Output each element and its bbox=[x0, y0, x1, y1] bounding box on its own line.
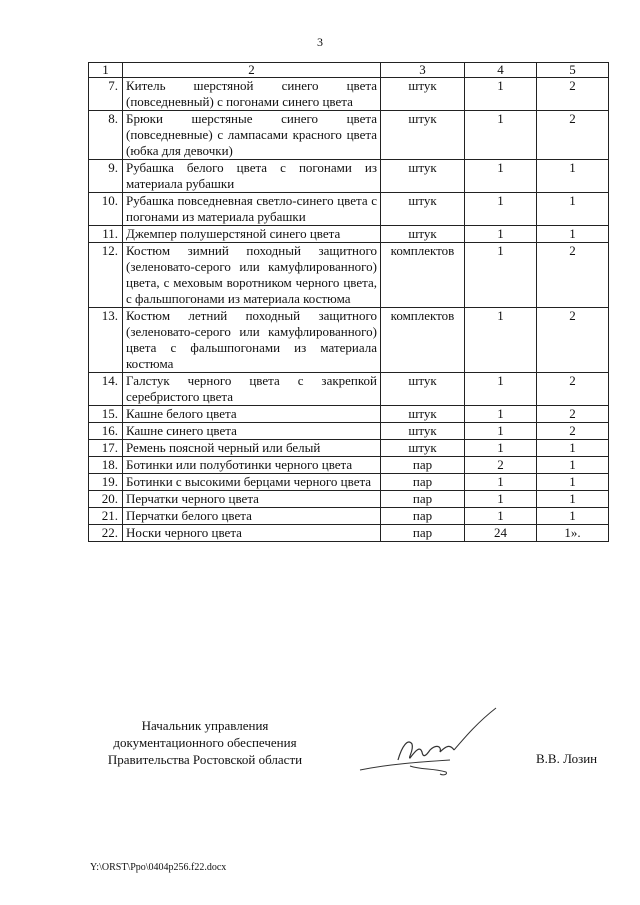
table-row bbox=[89, 193, 609, 226]
signature-title bbox=[95, 717, 315, 768]
wear-period: 2 bbox=[537, 78, 609, 111]
row-number: 7. bbox=[89, 78, 123, 111]
quantity: 1 bbox=[465, 508, 537, 525]
quantity: 1 bbox=[465, 193, 537, 226]
wear-period: 1 bbox=[537, 226, 609, 243]
unit: штук bbox=[381, 226, 465, 243]
unit: пар bbox=[381, 457, 465, 474]
quantity: 1 bbox=[465, 423, 537, 440]
item-name: Ботинки или полуботинки черного цвета bbox=[123, 457, 381, 474]
page-number: 3 bbox=[317, 35, 323, 49]
quantity: 1 bbox=[465, 111, 537, 160]
wear-period: 2 bbox=[537, 308, 609, 373]
row-number: 19. bbox=[89, 474, 123, 491]
item-name: Галстук черного цвета с закрепкой серебристого цвета bbox=[123, 373, 381, 406]
table-row bbox=[89, 525, 609, 542]
wear-period: 1 bbox=[537, 457, 609, 474]
handwritten-signature bbox=[350, 700, 510, 780]
item-name: Перчатки черного цвета bbox=[123, 491, 381, 508]
table-header-row bbox=[89, 63, 609, 78]
item-name: Костюм зимний походный защитного (зеленовато-серого или камуфлированного) цвета, с меховым воротником черного цвета, с фальшпогонами из материала костюма bbox=[123, 243, 381, 308]
item-name: Кашне синего цвета bbox=[123, 423, 381, 440]
row-number: 10. bbox=[89, 193, 123, 226]
quantity: 24 bbox=[465, 525, 537, 542]
quantity: 2 bbox=[465, 457, 537, 474]
wear-period: 1». bbox=[537, 525, 609, 542]
item-name: Ботинки с высокими берцами черного цвета bbox=[123, 474, 381, 491]
unit: пар bbox=[381, 508, 465, 525]
unit: штук bbox=[381, 111, 465, 160]
unit: штук bbox=[381, 78, 465, 111]
item-name: Джемпер полушерстяной синего цвета bbox=[123, 226, 381, 243]
wear-period: 1 bbox=[537, 160, 609, 193]
wear-period: 1 bbox=[537, 491, 609, 508]
unit: пар bbox=[381, 491, 465, 508]
signature-title-line: документационного обеспечения bbox=[113, 735, 297, 750]
row-number: 14. bbox=[89, 373, 123, 406]
quantity: 1 bbox=[465, 78, 537, 111]
row-number: 12. bbox=[89, 243, 123, 308]
row-number: 13. bbox=[89, 308, 123, 373]
quantity: 1 bbox=[465, 160, 537, 193]
item-name: Костюм летний походный защитного (зеленовато-серого или камуфлированного) цвета с фальшпогонами из материала костюма bbox=[123, 308, 381, 373]
unit: пар bbox=[381, 474, 465, 491]
wear-period: 1 bbox=[537, 508, 609, 525]
table-row bbox=[89, 373, 609, 406]
wear-period: 1 bbox=[537, 440, 609, 457]
item-name: Брюки шерстяные синего цвета (повседневные) с лампасами красного цвета (юбка для девочки) bbox=[123, 111, 381, 160]
quantity: 1 bbox=[465, 406, 537, 423]
unit: штук bbox=[381, 423, 465, 440]
header-cell: 5 bbox=[537, 63, 609, 78]
signature-title-line: Начальник управления bbox=[141, 718, 269, 733]
row-number: 8. bbox=[89, 111, 123, 160]
table-row bbox=[89, 308, 609, 373]
signatory-name: В.В. Лозин bbox=[536, 751, 598, 766]
table-row bbox=[89, 440, 609, 457]
row-number: 18. bbox=[89, 457, 123, 474]
unit: комплектов bbox=[381, 243, 465, 308]
item-name: Рубашка белого цвета с погонами из материала рубашки bbox=[123, 160, 381, 193]
table-row bbox=[89, 160, 609, 193]
header-cell: 1 bbox=[89, 63, 123, 78]
row-number: 17. bbox=[89, 440, 123, 457]
row-number: 22. bbox=[89, 525, 123, 542]
unit: штук bbox=[381, 193, 465, 226]
row-number: 21. bbox=[89, 508, 123, 525]
table-row bbox=[89, 474, 609, 491]
wear-period: 2 bbox=[537, 423, 609, 440]
quantity: 1 bbox=[465, 440, 537, 457]
table-row bbox=[89, 226, 609, 243]
item-name: Ремень поясной черный или белый bbox=[123, 440, 381, 457]
header-cell: 2 bbox=[123, 63, 381, 78]
table-row bbox=[89, 243, 609, 308]
row-number: 9. bbox=[89, 160, 123, 193]
table-row bbox=[89, 406, 609, 423]
unit: штук bbox=[381, 440, 465, 457]
unit: пар bbox=[381, 525, 465, 542]
wear-period: 2 bbox=[537, 373, 609, 406]
table-row bbox=[89, 491, 609, 508]
item-name: Китель шерстяной синего цвета (повседневный) с погонами синего цвета bbox=[123, 78, 381, 111]
table-row bbox=[89, 423, 609, 440]
quantity: 1 bbox=[465, 243, 537, 308]
table-row bbox=[89, 457, 609, 474]
item-name: Рубашка повседневная светло-синего цвета с погонами из материала рубашки bbox=[123, 193, 381, 226]
quantity: 1 bbox=[465, 491, 537, 508]
wear-period: 1 bbox=[537, 193, 609, 226]
table-row bbox=[89, 78, 609, 111]
row-number: 20. bbox=[89, 491, 123, 508]
header-cell: 4 bbox=[465, 63, 537, 78]
items-table bbox=[88, 62, 609, 542]
unit: штук bbox=[381, 373, 465, 406]
file-path: Y:\ORST\Ppo\0404p256.f22.docx bbox=[90, 862, 227, 873]
item-name: Кашне белого цвета bbox=[123, 406, 381, 423]
unit: штук bbox=[381, 406, 465, 423]
table-row bbox=[89, 508, 609, 525]
item-name: Носки черного цвета bbox=[123, 525, 381, 542]
table-row bbox=[89, 111, 609, 160]
quantity: 1 bbox=[465, 373, 537, 406]
item-name: Перчатки белого цвета bbox=[123, 508, 381, 525]
row-number: 16. bbox=[89, 423, 123, 440]
quantity: 1 bbox=[465, 474, 537, 491]
wear-period: 2 bbox=[537, 243, 609, 308]
signature-title-line: Правительства Ростовской области bbox=[107, 752, 303, 767]
quantity: 1 bbox=[465, 226, 537, 243]
row-number: 15. bbox=[89, 406, 123, 423]
wear-period: 2 bbox=[537, 111, 609, 160]
unit: комплектов bbox=[381, 308, 465, 373]
header-cell: 3 bbox=[381, 63, 465, 78]
quantity: 1 bbox=[465, 308, 537, 373]
wear-period: 1 bbox=[537, 474, 609, 491]
row-number: 11. bbox=[89, 226, 123, 243]
unit: штук bbox=[381, 160, 465, 193]
wear-period: 2 bbox=[537, 406, 609, 423]
